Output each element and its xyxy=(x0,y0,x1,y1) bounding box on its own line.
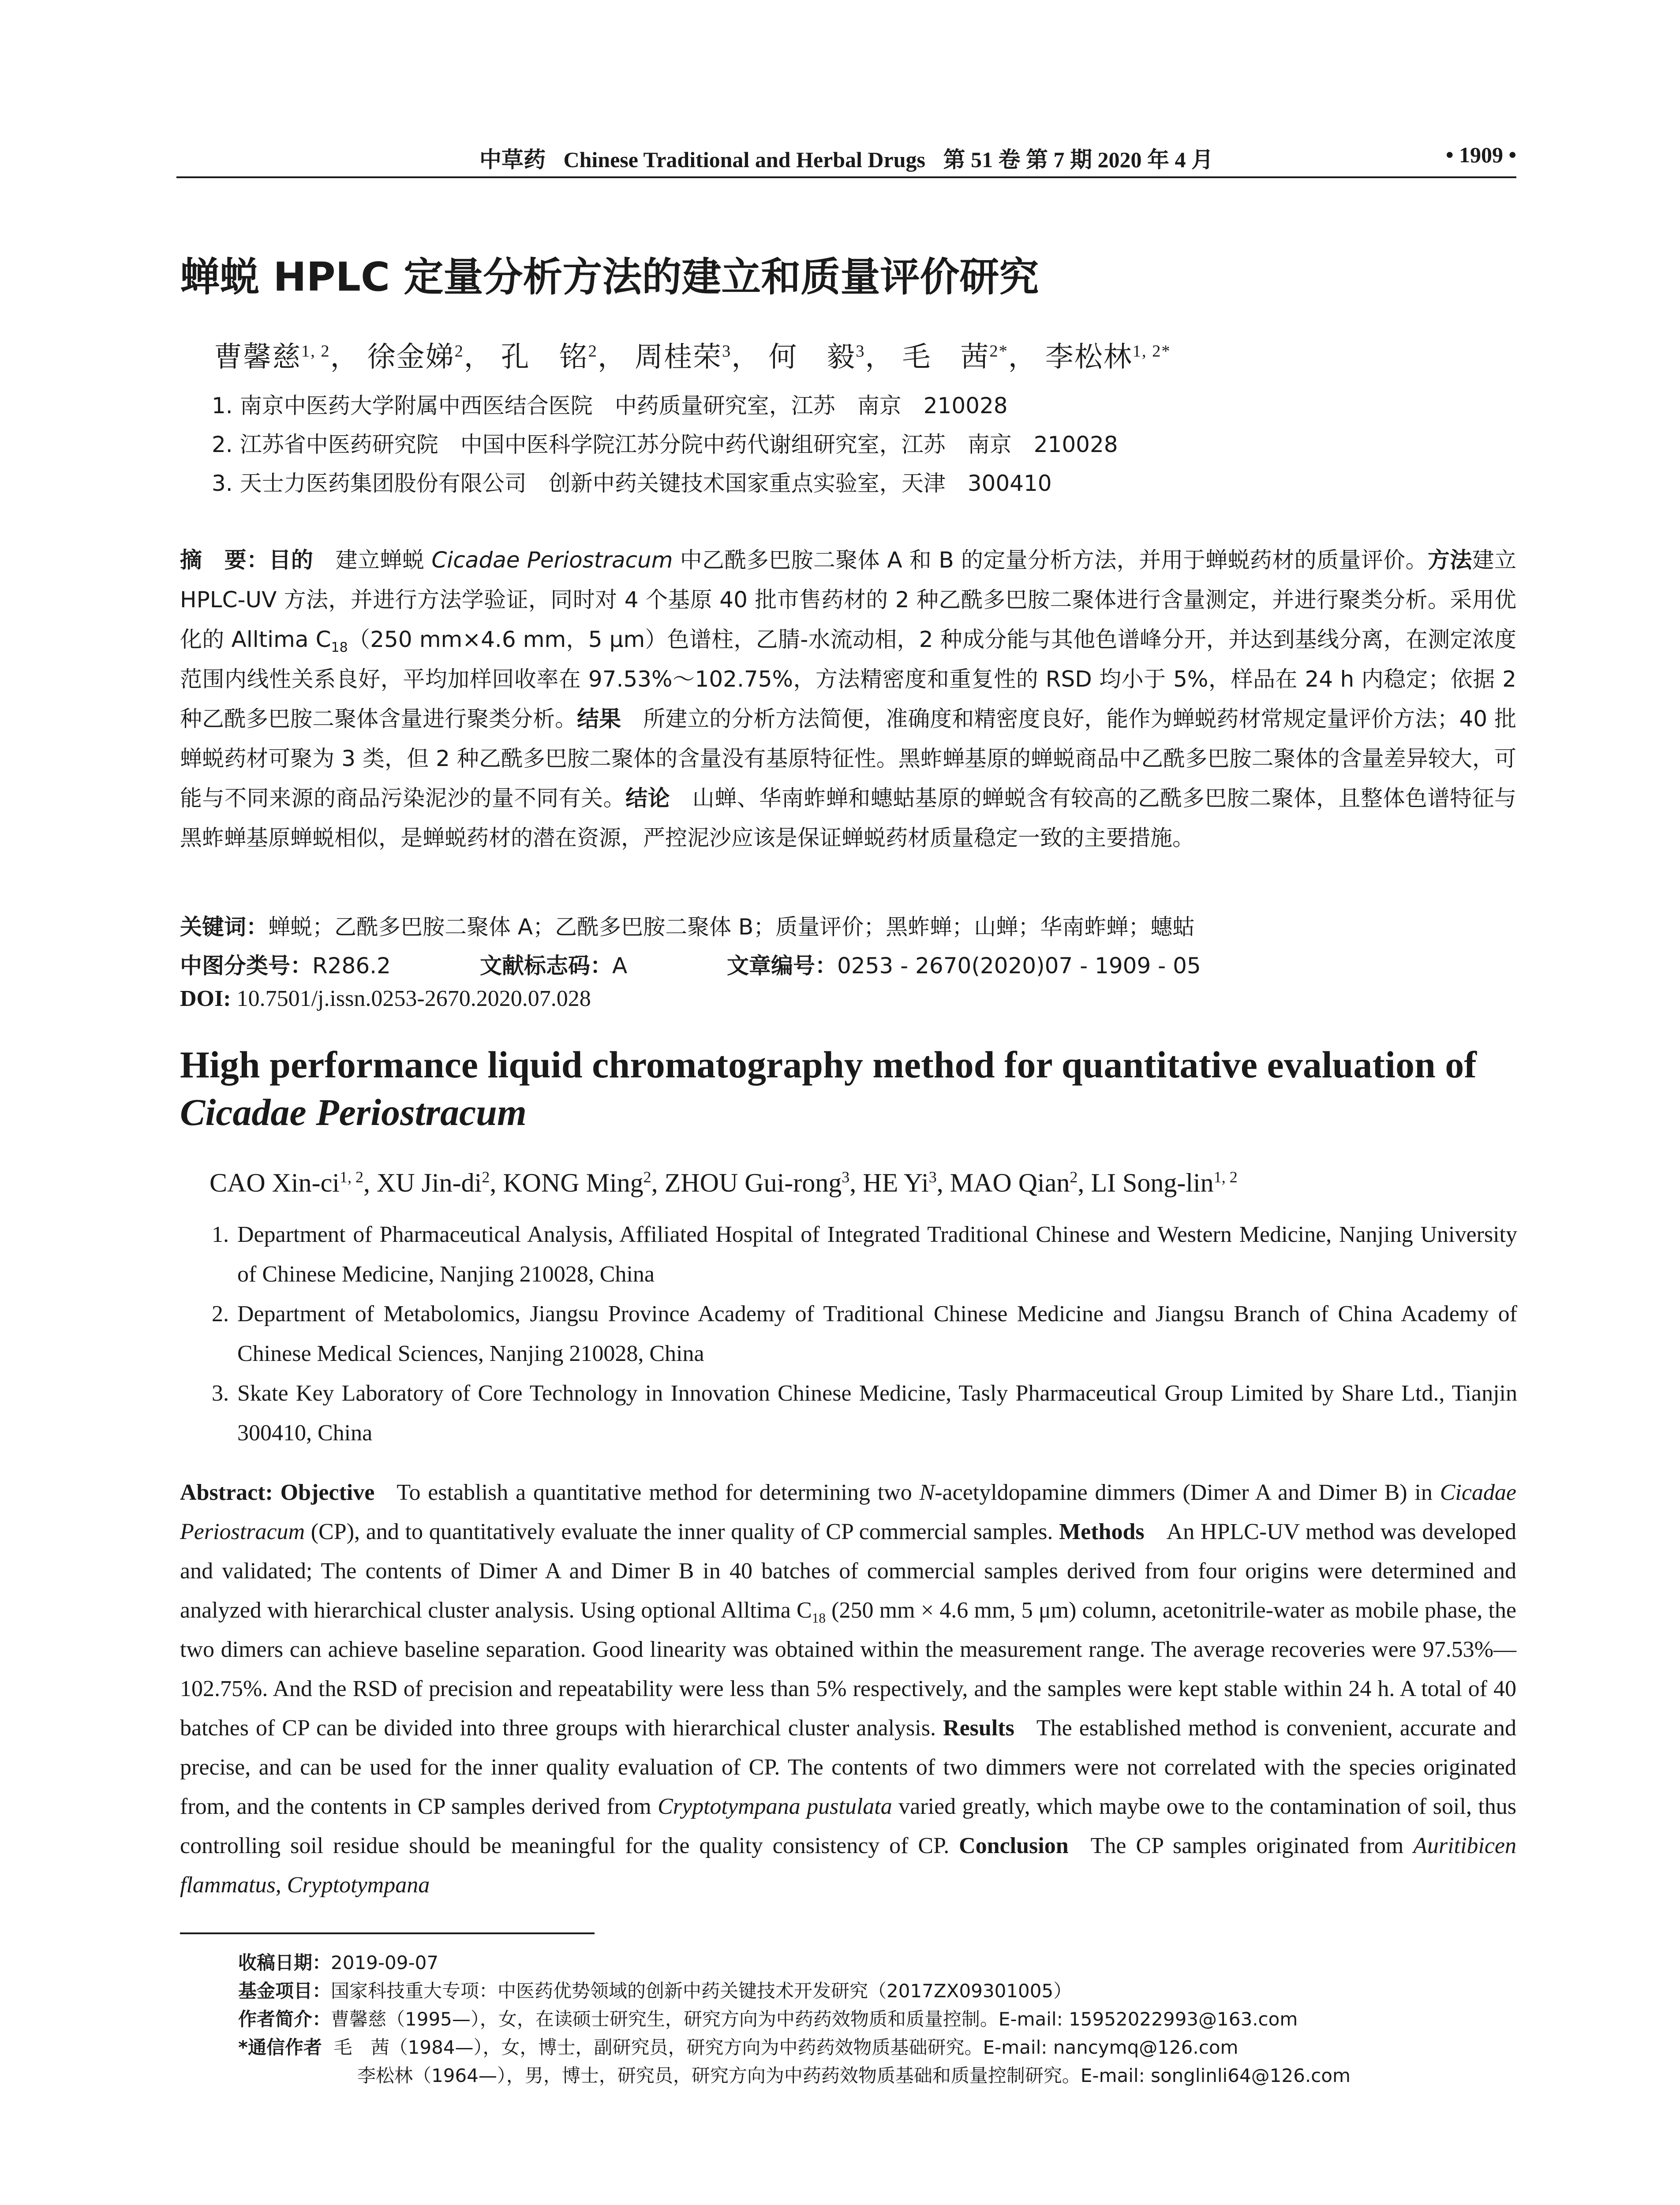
methods-text: (250 mm × 4.6 mm, 5 μm) column, acetonitrile-water as mobile phase, the two dimers can achieve baseline separation. Good linearity was obtained within the measurement range. The average recoveries were 97.53%—102.75%. And the RSD of precision and repeatability were less than 5% respectively, and the samples were kept stable within 24 h. A total of 40 batches of CP can be divided into three groups with hierarchical cluster analysis. xyxy=(180,1598,1516,1741)
author-name: 毛 茜 xyxy=(902,341,990,373)
affiliation-text: 南京中医药大学附属中西医结合医院 中药质量研究室，江苏 南京 210028 xyxy=(239,393,1008,419)
affiliation-number: 1. xyxy=(212,1222,229,1247)
affiliation-en xyxy=(212,1374,1517,1453)
header-rule xyxy=(176,176,1516,178)
affiliation-text: Skate Key Laboratory of Core Technology in Innovation Chinese Medicine, Tasly Pharmaceutical Group Limited by Share Ltd., Tianjin 300410, China xyxy=(237,1381,1517,1446)
author-name: 徐金娣 xyxy=(367,341,455,373)
results-label: Results xyxy=(943,1715,1014,1741)
author-name: MAO Qian xyxy=(950,1168,1070,1197)
author-affil-mark: 2* xyxy=(989,342,1008,361)
author-name: XU Jin-di xyxy=(376,1168,482,1197)
footnote-label: 作者简介： xyxy=(238,2008,331,2030)
objective-label: 目的 xyxy=(269,547,314,573)
objective-text: To establish a quantitative method for determining two xyxy=(397,1480,920,1505)
author-affil-mark: 3 xyxy=(842,1168,850,1186)
methods-label: 方法 xyxy=(1427,547,1472,573)
author-affil-mark: 2 xyxy=(454,342,464,361)
conclusion-text: The CP samples originated from xyxy=(1090,1833,1414,1858)
author-name: KONG Ming xyxy=(503,1168,644,1197)
methods-text: An HPLC-UV method was developed and validated; The contents of Dimer A and Dimer B in 40 batches of commercial samples derived from four origins were determined and analyzed with hierarchical cluster analysis. Using optional Alltima C xyxy=(180,1519,1516,1623)
author-affil-mark: 3 xyxy=(928,1168,937,1186)
author-affil-mark: 2 xyxy=(482,1168,490,1186)
affiliation-number: 2. xyxy=(212,432,233,457)
keywords-cn xyxy=(180,909,1194,941)
doi-value[interactable]: 10.7501/j.issn.0253-2670.2020.07.028 xyxy=(236,986,591,1011)
results-label: 结果 xyxy=(577,706,621,732)
author-name: HE Yi xyxy=(863,1168,929,1197)
conclusion-text: , xyxy=(275,1872,287,1898)
latin-name: Cicadae Periostracum xyxy=(431,547,673,573)
page-number: • 1909 • xyxy=(1445,142,1516,167)
author-affil-mark: 1, 2 xyxy=(1213,1168,1238,1186)
classification-line xyxy=(180,948,1201,980)
title-en-main: High performance liquid chromatography method for quantitative evaluation of xyxy=(180,1043,1477,1086)
footnote-corresponding xyxy=(238,2033,1517,2059)
author-name: 李松林 xyxy=(1045,341,1133,373)
conclusion-text: 山蝉、华南蚱蝉和蟪蛄基原的蝉蜕含有较高的乙酰多巴胺二聚体，且整体色谱特征与黑蚱蝉基原蝉蜕相似，是蝉蜕药材的潜在资源，严控泥沙应该是保证蝉蜕药材质量稳定一致的主要措施。 xyxy=(180,785,1517,851)
article-title-en xyxy=(180,1041,1516,1136)
latin-name: Cryptotympana xyxy=(287,1872,430,1898)
footnote-text: 2019-09-07 xyxy=(331,1952,439,1973)
author-affil-mark: 2 xyxy=(643,1168,651,1186)
results-text: 所建立的分析方法简便，准确度和精密度良好，能作为蝉蜕药材常规定量评价方法；40 批蝉蜕药材可聚为 3 类，但 2 种乙酰多巴胺二聚体的含量没有基原特征性。黑蚱蝉基原的蝉蜕商品中乙酰多巴胺二聚体的含量差异较大，可能与不同来源的商品污染泥沙的量不同有关。 xyxy=(180,706,1517,811)
author-name: LI Song-lin xyxy=(1091,1168,1214,1197)
footnote-fund xyxy=(238,1977,1517,2003)
conclusion-label: 结论 xyxy=(625,785,670,811)
clc-value: R286.2 xyxy=(312,953,391,979)
author-affil-mark: 3 xyxy=(856,342,865,361)
journal-name-en: Chinese Traditional and Herbal Drugs xyxy=(563,147,925,172)
author-affil-mark: 1, 2 xyxy=(339,1168,363,1186)
affiliation-en xyxy=(212,1294,1517,1374)
affiliation-text: 江苏省中医药研究院 中国中医科学院江苏分院中药代谢组研究室，江苏 南京 210028 xyxy=(239,432,1118,457)
methods-text: （250 mm×4.6 mm，5 μm）色谱柱，乙腈-水流动相，2 种成分能与其他色谱峰分开，并达到基线分离，在测定浓度范围内线性关系良好，平均加样回收率在 97.53%～102.75%，方法精密度和重复性的 RSD 均小于 5%，样品在 24 h 内稳定；依据 2 种乙酰多巴胺二聚体含量进行聚类分析。 xyxy=(180,627,1516,732)
footnote-text: 毛 茜（1984—），女，博士，副研究员，研究方向为中药药效物质基础研究。E-mail: nancymq@126.com xyxy=(333,2037,1238,2058)
keywords-label: 关键词： xyxy=(180,914,268,940)
affiliation-text: Department of Pharmaceutical Analysis, Affiliated Hospital of Integrated Traditional Chinese and Western Medicine, Nanjing University of Chinese Medicine, Nanjing 210028, China xyxy=(237,1222,1517,1287)
methods-label: Methods xyxy=(1059,1519,1145,1544)
footnote-text: 国家科技重大专项：中医药优势领域的创新中药关键技术开发研究（2017ZX09301005） xyxy=(331,1980,1072,2002)
footnote-label: 基金项目： xyxy=(238,1980,331,2002)
journal-name-cn: 中草药 xyxy=(479,147,546,172)
footnote-received xyxy=(238,1948,1517,1975)
italic-n: N xyxy=(919,1480,935,1505)
affiliation-number: 3. xyxy=(212,1381,229,1406)
author-affil-mark: 2 xyxy=(1070,1168,1078,1186)
author-affil-mark: 2 xyxy=(588,342,598,361)
doc-code-value: A xyxy=(612,953,628,979)
footnote-text: 李松林（1964—），男，博士，研究员，研究方向为中药药效物质基础和质量控制研究。E-mail: songlinli64@126.com xyxy=(357,2065,1351,2086)
author-name: 何 毅 xyxy=(768,341,856,373)
keywords-text: 蝉蜕；乙酰多巴胺二聚体 A；乙酰多巴胺二聚体 B；质量评价；黑蚱蝉；山蝉；华南蚱蝉；蟪蛄 xyxy=(268,914,1195,940)
author-name: ZHOU Gui-rong xyxy=(664,1168,842,1197)
author-list-en: CAO Xin-ci$^{1, 2}$, XU Jin-$di^2$, KONG Ming$^2$, ZHOU Gui-rong$^3$, HE Yi$^3$, MAO Qian$^2$, LI Song-lin$^{1, 2}$ xyxy=(210,1168,1238,1197)
latin-name: Cicadae Periostracum xyxy=(180,1480,1516,1544)
header-journal-info xyxy=(176,142,1516,174)
affiliation-cn xyxy=(212,388,1008,420)
running-header xyxy=(176,142,1516,177)
latin-name: Cryptotympana pustulata xyxy=(658,1794,892,1819)
results-text: The established method is convenient, accurate and precise, and can be used for the inner quality evaluation of CP. The contents of two dimmers were not correlated with the species originated from, and the contents in CP samples derived from xyxy=(180,1715,1516,1819)
article-no-value: 0253 - 2670(2020)07 - 1909 - 05 xyxy=(837,953,1201,979)
abstract-objective-label: Abstract: Objective xyxy=(180,1480,375,1505)
author-name: 曹馨慈 xyxy=(214,341,301,373)
abstract-label: 摘 要： xyxy=(180,547,269,573)
author-name: 周桂荣 xyxy=(635,341,722,373)
author-affil-mark: 3 xyxy=(722,342,732,361)
footnote-rule xyxy=(180,1932,595,1934)
article-title-cn: 蝉蜕 HPLC 定量分析方法的建立和质量评价研究 xyxy=(180,254,1039,300)
author-affil-mark: 1, 2 xyxy=(301,342,330,361)
footnote-corresponding-2 xyxy=(357,2061,1636,2088)
footnote-author xyxy=(238,2005,1517,2031)
subscript: 18 xyxy=(331,640,348,655)
abstract-cn xyxy=(180,540,1516,858)
affiliation-cn xyxy=(212,466,1052,497)
affiliation-text: 天士力医药集团股份有限公司 创新中药关键技术国家重点实验室，天津 300410 xyxy=(239,471,1052,496)
footnote-label: *通信作者 xyxy=(238,2037,322,2058)
affiliation-text: Department of Metabolomics, Jiangsu Province Academy of Traditional Chinese Medicine and Jiangsu Branch of China Academy of Chinese Medical Sciences, Nanjing 210028, China xyxy=(237,1301,1517,1366)
latin-name: Auritibicen flammatus xyxy=(180,1833,1517,1898)
affiliation-en xyxy=(212,1215,1517,1294)
objective-text: -acetyldopamine dimmers (Dimer A and Dimer B) in xyxy=(935,1480,1440,1505)
subscript: 18 xyxy=(812,1610,826,1626)
objective-text: (CP), and to quantitatively evaluate the inner quality of CP commercial samples. xyxy=(305,1519,1053,1544)
affiliation-number: 1. xyxy=(212,393,233,419)
affiliation-number: 3. xyxy=(212,471,233,496)
title-en-latin: Cicadae Periostracum xyxy=(180,1091,527,1133)
objective-text: 中乙酰多巴胺二聚体 A 和 B 的定量分析方法，并用于蝉蜕药材的质量评价。 xyxy=(673,547,1428,573)
objective-text: 建立蝉蜕 xyxy=(335,547,432,573)
doi-label: DOI: xyxy=(180,986,231,1011)
author-name: 孔 铭 xyxy=(501,341,588,373)
conclusion-label: Conclusion xyxy=(959,1833,1069,1858)
affiliation-cn xyxy=(212,427,1118,459)
affiliation-number: 2. xyxy=(212,1301,229,1327)
footnote-label: 收稿日期： xyxy=(238,1952,331,1973)
clc-label: 中图分类号： xyxy=(180,953,312,979)
doc-code-label: 文献标志码： xyxy=(480,953,612,979)
author-list-cn: 曹馨慈$^{1, 2}$， 徐金娣$^2$， 孔 铭$^2$， 周桂荣$^3$， 何 毅$^3$， 毛 茜$^{2*}$， 李松林$^{1, 2*}$ xyxy=(214,341,1171,373)
doi-line xyxy=(180,986,591,1012)
article-no-label: 文章编号： xyxy=(727,953,837,979)
results-text: varied greatly, which maybe owe to the contamination of soil, thus controlling soil residue should be meaningful for the quality consistency of CP. xyxy=(180,1794,1516,1858)
journal-issue: 第 51 卷 第 7 期 2020 年 4 月 xyxy=(943,147,1213,172)
author-affil-mark: 1, 2* xyxy=(1132,342,1171,361)
methods-text: 建立 HPLC-UV 方法，并进行方法学验证，同时对 4 个基原 40 批市售药材的 2 种乙酰多巴胺二聚体进行含量测定，并进行聚类分析。采用优化的 Alltima C xyxy=(180,547,1516,652)
footnote-text: 曹馨慈（1995—），女，在读硕士研究生，研究方向为中药药效物质和质量控制。E-mail: 15952022993@163.com xyxy=(331,2008,1298,2030)
author-name: CAO Xin-ci xyxy=(210,1168,340,1197)
abstract-en xyxy=(180,1473,1516,1905)
